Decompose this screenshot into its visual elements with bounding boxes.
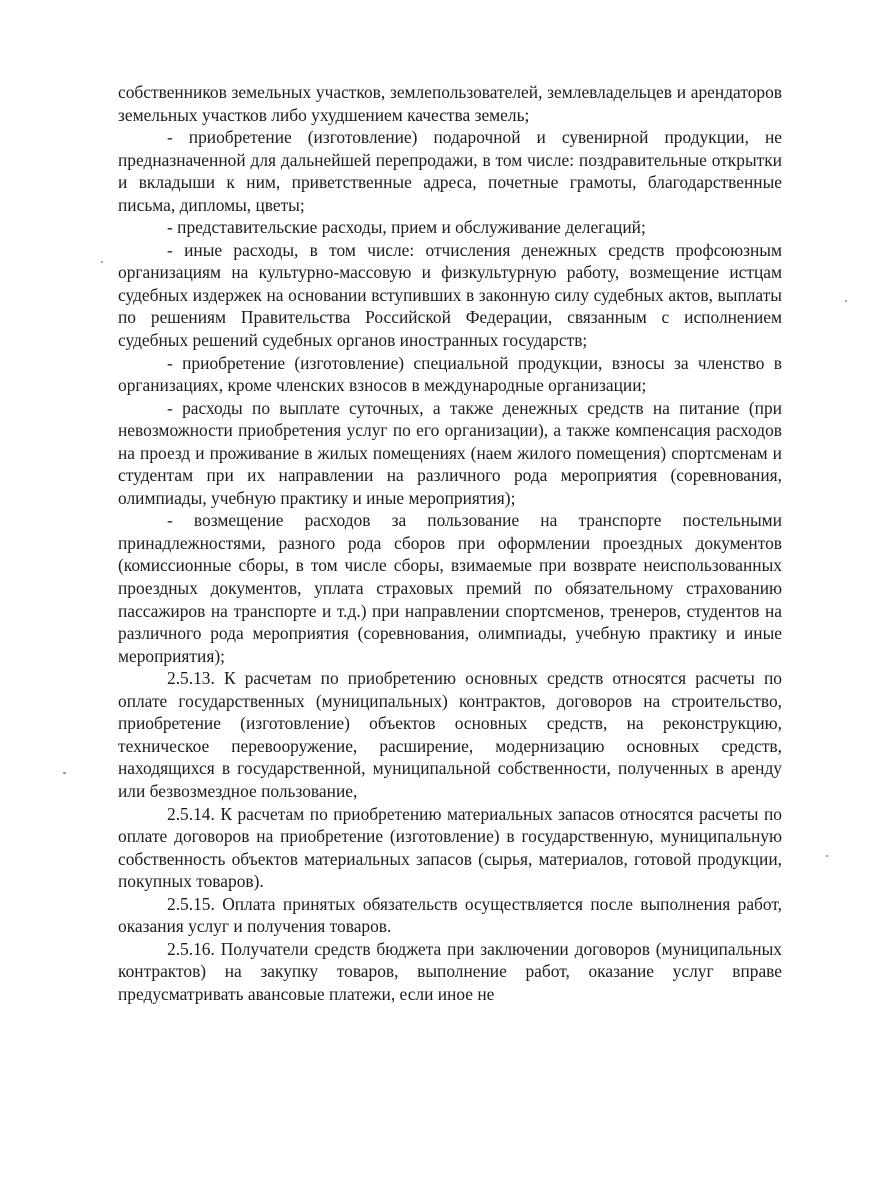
paragraph-2-5-16: 2.5.16. Получатели средств бюджета при заключении договоров (муниципальных контрактов) на закупку товаров, выполнение работ, оказание услуг вправе предусматривать авансовые платежи, если иное не: [118, 938, 782, 1004]
paragraph: собственников земельных участков, землепользователей, землевладельцев и арендаторов земельных участков либо ухудшением качества земель;: [118, 82, 782, 125]
paragraph: - расходы по выплате суточных, а также денежных средств на питание (при невозможности приобретения услуг по его организации), а также компенсация расходов на проезд и проживание в жилых помещениях (наем жилого помещения) спортсменам и студентам при их направлении на различного рода мероприятия (соревнования, олимпиады, учебную практику и иные мероприятия);: [118, 397, 782, 508]
scan-speck: [63, 772, 66, 774]
paragraph-2-5-13: 2.5.13. К расчетам по приобретению основных средств относятся расчеты по оплате государственных (муниципальных) контрактов, договоров на строительство, приобретение (изготовление) объектов основных средств, на реконструкцию, техническое перевооружение, расширение, модернизацию основных средств, находящихся в государственной, муниципальной собственности, полученных в аренду или безвозмездное пользование,: [118, 668, 782, 801]
paragraph: - представительские расходы, прием и обслуживание делегаций;: [167, 217, 646, 238]
scan-speck: [826, 855, 828, 857]
paragraph-2-5-14: 2.5.14. К расчетам по приобретению материальных запасов относятся расчеты по оплате договоров на приобретение (изготовление) в государственную, муниципальную собственность объектов материальных запасов (сырья, материалов, готовой продукции, покупных товаров).: [118, 803, 782, 892]
paragraph-2-5-15: 2.5.15. Оплата принятых обязательств осуществляется после выполнения работ, оказания услуг и получения товаров.: [118, 893, 782, 937]
document-body: [118, 81, 782, 1005]
paragraph: - возмещение расходов за пользование на транспорте постельными принадлежностями, разного рода сборов при оформлении проездных документов (комиссионные сборы, в том числе сборы, взимаемые при возврате неиспользованных проездных документов, уплата страховых премий по обязательному страхованию пассажиров на транспорте и т.д.) при направлении спортсменов, тренеров, студентов на различного рода мероприятия (соревнования, олимпиады, учебную практику и иные мероприятия);: [118, 510, 782, 666]
paragraph: - приобретение (изготовление) специальной продукции, взносы за членство в организациях, кроме членских взносов в международные организации;: [118, 352, 782, 396]
paragraph: - приобретение (изготовление) подарочной и сувенирной продукции, не предназначенной для дальнейшей перепродажи, в том числе: поздравительные открытки и вкладыши к ним, приветственные адреса, почетные грамоты, благодарственные письма, дипломы, цветы;: [118, 127, 782, 215]
scan-speck: [845, 300, 847, 302]
scan-speck: [101, 261, 103, 263]
paragraph: - иные расходы, в том числе: отчисления денежных средств профсоюзным организациям на культурно-массовую и физкультурную работу, возмещение истцам судебных издержек на основании вступивших в законную силу судебных актов, выплаты по решениям Правительства Российской Федерации, связанным с исполнением судебных решений судебных органов иностранных государств;: [118, 239, 782, 351]
